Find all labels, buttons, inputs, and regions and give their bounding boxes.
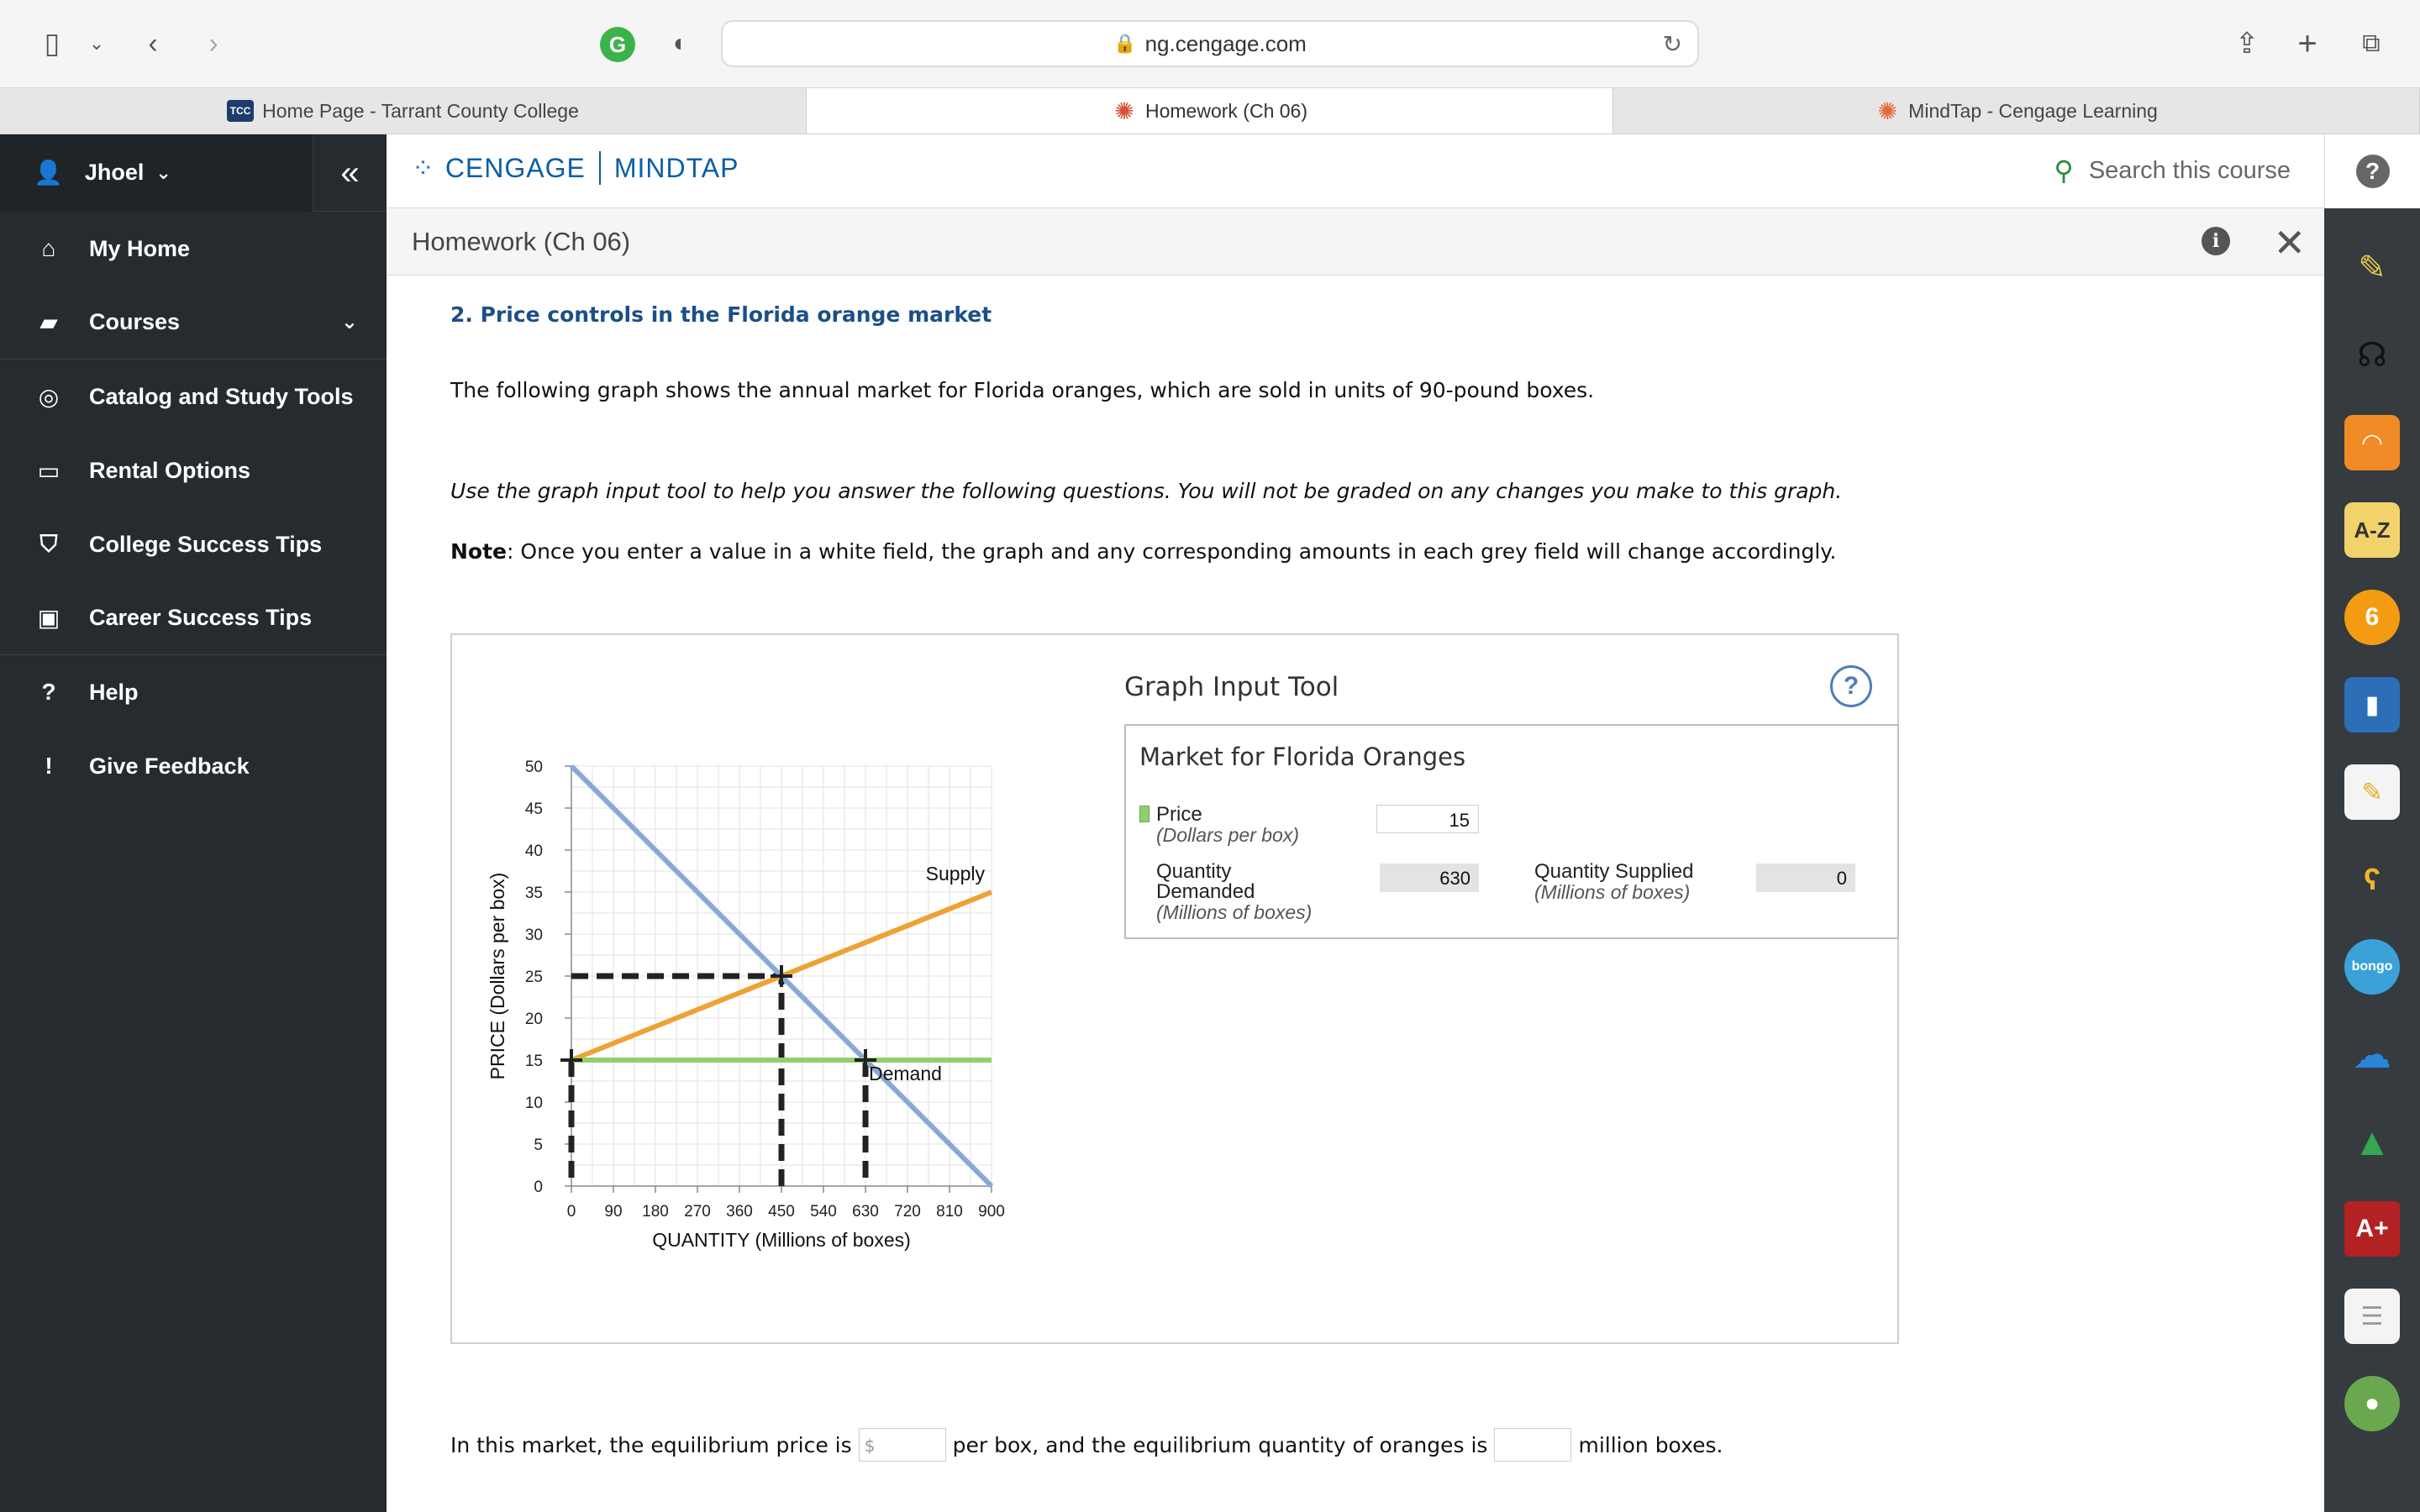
question-title: 2. Price controls in the Florida orange market [450,302,992,327]
book-icon: ▰ [39,309,58,335]
cengage-favicon-icon: ✺ [1114,97,1134,124]
x-tick-label: 90 [604,1203,623,1221]
x-tick-label: 810 [936,1203,963,1221]
user-icon: 👤 [34,160,63,186]
equilibrium-price-input[interactable]: $ [859,1428,946,1462]
sidebar-toggle-icon[interactable]: ▯ [44,28,60,60]
note-body: : Once you enter a value in a white field, the graph and any corresponding amounts in each grey field will change accordingly. [507,539,1837,564]
y-tick-label: 50 [524,759,543,776]
readspeaker-icon[interactable]: ʕ [2363,862,2381,896]
browser-toolbar [0,0,2420,87]
cengage-mindtap-logo[interactable] [412,151,739,185]
course-search[interactable] [2054,155,2291,186]
x-tick-label: 720 [894,1203,921,1221]
ebook-icon[interactable]: ▮ [2344,677,2400,732]
answer-part-2: per box, and the equilibrium quantity of oranges is [952,1432,1488,1457]
x-tick-label: 900 [978,1203,1005,1221]
x-tick-label: 540 [810,1203,837,1221]
qd-unit: (Millions of boxes) [1156,901,1313,923]
sidebar-item-label: Help [89,679,139,705]
sidebar-item-college-tips[interactable] [0,507,387,581]
y-tick-label: 30 [524,927,543,944]
x-tick-label: 0 [566,1203,576,1221]
price-input[interactable]: 15 [1376,805,1479,833]
sidebar-item-label: Give Feedback [89,753,250,779]
chart-labels [487,759,1005,1251]
tab-label: MindTap - Cengage Learning [1908,99,2158,122]
tcc-favicon-icon: TCC [227,100,254,122]
address-bar[interactable] [721,20,1699,67]
y-tick-label: 10 [524,1095,543,1112]
info-icon[interactable]: i [2202,227,2230,255]
sidebar-item-label: Courses [89,309,181,334]
cloud-icon[interactable]: ☁ [2353,1032,2391,1076]
y-tick-label: 20 [524,1011,543,1028]
chevron-down-icon: ⌄ [340,311,358,333]
collapse-sidebar-button[interactable]: « [313,134,387,212]
answer-sentence [450,1428,1723,1462]
url-text: ng.cengage.com [1144,30,1307,56]
graduation-cap-icon: ⛉ [39,530,58,557]
notes-icon[interactable]: ✎ [2344,764,2400,820]
tab-overview-icon[interactable]: ⧉ [2362,29,2381,57]
y-tick-label: 40 [524,843,543,860]
graph-panel [450,633,1899,1344]
help-icon: ? [41,679,56,705]
y-tick-label: 45 [524,801,543,818]
note-text [450,539,1837,564]
price-swatch [1139,806,1150,822]
equilibrium-quantity-input[interactable] [1494,1428,1571,1462]
y-tick-label: 0 [534,1179,543,1196]
activity-header [387,208,2324,276]
back-icon[interactable]: ‹ [148,27,158,60]
graph-input-box [1124,724,1899,939]
sidebar-item-my-home[interactable] [0,212,387,286]
price-unit: (Dollars per box) [1156,824,1299,846]
brand-divider [599,151,601,185]
question-content [450,302,2299,564]
reload-icon[interactable]: ↻ [1662,31,1682,57]
sidebar-item-label: Career Success Tips [89,605,313,630]
cengage-logo-icon: ⁘ [412,153,435,183]
sidebar-item-label: Rental Options [89,457,251,483]
brand-left: CENGAGE [445,152,586,183]
x-tick-label: 360 [726,1203,753,1221]
help-icon: ? [2356,155,2390,188]
google-drive-icon[interactable]: ▲ [2353,1120,2391,1163]
help-button[interactable] [2324,134,2420,208]
sidebar-item-career-tips[interactable] [0,581,387,655]
x-tick-label: 630 [852,1203,879,1221]
supply-demand-chart[interactable] [452,635,1040,1307]
y-tick-label: 25 [524,969,543,986]
graph-input-tool-title: Graph Input Tool [1124,672,1339,702]
sidebar-item-label: Catalog and Study Tools [89,383,354,409]
sidebar [0,134,387,1512]
instruction-text: Use the graph input tool to help you answer the following questions. You will not be graded on any changes you make to this graph. [450,479,1843,503]
chevron-down-icon[interactable]: ⌄ [88,33,105,54]
x-tick-label: 270 [684,1203,711,1221]
y-tick-label: 15 [524,1053,543,1070]
close-icon[interactable]: ✕ [2273,221,2306,265]
tool-rail [2324,134,2420,1512]
home-icon: ⌂ [41,235,56,261]
lock-icon: 🔒 [1113,33,1137,54]
forward-icon[interactable]: › [208,27,218,60]
qs-label: Quantity Supplied [1534,860,1694,883]
mindtap-favicon-icon: ✺ [1877,97,1897,124]
tab-tcc-home[interactable] [0,88,807,134]
sidebar-item-label: My Home [89,235,191,261]
tab-mindtap[interactable] [1613,88,2420,134]
y-tick-label: 35 [524,885,543,902]
user-menu[interactable] [0,134,313,212]
page-title: Homework (Ch 06) [412,227,631,256]
sidebar-item-feedback[interactable] [0,729,387,803]
rss-icon[interactable]: ◠ [2344,415,2400,470]
x-tick-label: 180 [642,1203,669,1221]
note-label: Note [450,539,508,564]
supply-label: Supply [925,863,985,885]
chevron-down-icon: ⌄ [155,161,171,183]
qs-unit: (Millions of boxes) [1534,881,1691,903]
market-title: Market for Florida Oranges [1139,743,1466,771]
qd-label-1: Quantity [1156,860,1232,883]
tab-bar [0,87,2420,134]
x-axis-label: QUANTITY (Millions of boxes) [652,1229,911,1251]
quantity-demanded-field: 630 [1380,864,1479,892]
qd-label-2: Demanded [1156,880,1255,903]
y-axis-label: PRICE (Dollars per box) [487,872,508,1080]
search-icon: ⚲ [2054,155,2074,186]
quantity-supplied-field: 0 [1756,864,1855,892]
sidebar-item-label: College Success Tips [89,531,323,557]
aplia-icon[interactable]: A+ [2344,1201,2400,1257]
sidebar-item-courses[interactable] [0,286,387,360]
tab-homework[interactable] [807,88,1613,134]
answer-part-1: In this market, the equilibrium price is [450,1432,852,1457]
headphones-icon[interactable]: ☊ [2357,337,2387,374]
flashcards-icon[interactable]: 6 [2344,590,2400,645]
user-name: Jhoel [84,160,145,185]
sidebar-item-rental[interactable] [0,433,387,507]
tab-label: Home Page - Tarrant County College [262,99,579,122]
app-header [387,134,2324,208]
pencil-icon[interactable]: ✎ [2358,249,2386,286]
sidebar-item-catalog[interactable] [0,360,387,433]
shield-icon[interactable]: ◐ [672,29,689,57]
brand-right: MINDTAP [613,152,739,183]
grammarly-icon[interactable]: G [600,27,635,62]
x-tick-label: 450 [768,1203,795,1221]
intro-text: The following graph shows the annual market for Florida oranges, which are sold in units of 90-pound boxes. [450,378,1595,402]
price-label-text: Price [1156,803,1202,826]
sidebar-item-help[interactable] [0,655,387,729]
tab-label: Homework (Ch 06) [1145,99,1307,122]
y-tick-label: 5 [534,1137,543,1154]
open-book-icon: ▭ [37,457,60,484]
briefcase-icon: ▣ [37,605,60,631]
share-icon[interactable]: ⇪ [2234,28,2260,60]
demand-label: Demand [869,1063,942,1084]
notebook-icon[interactable]: ☰ [2344,1289,2400,1344]
feedback-icon: ! [45,753,53,779]
answer-part-3: million boxes. [1578,1432,1723,1457]
profile-icon[interactable]: ● [2344,1376,2400,1431]
a-z-glossary-icon[interactable]: A-Z [2344,502,2400,558]
search-input[interactable]: Search this course [2088,156,2291,184]
help-icon[interactable]: ? [1830,665,1872,707]
bongo-icon[interactable]: bongo [2344,939,2400,995]
price-label [1139,805,1202,825]
compass-icon: ◎ [38,383,60,410]
new-tab-icon[interactable]: + [2297,24,2317,62]
